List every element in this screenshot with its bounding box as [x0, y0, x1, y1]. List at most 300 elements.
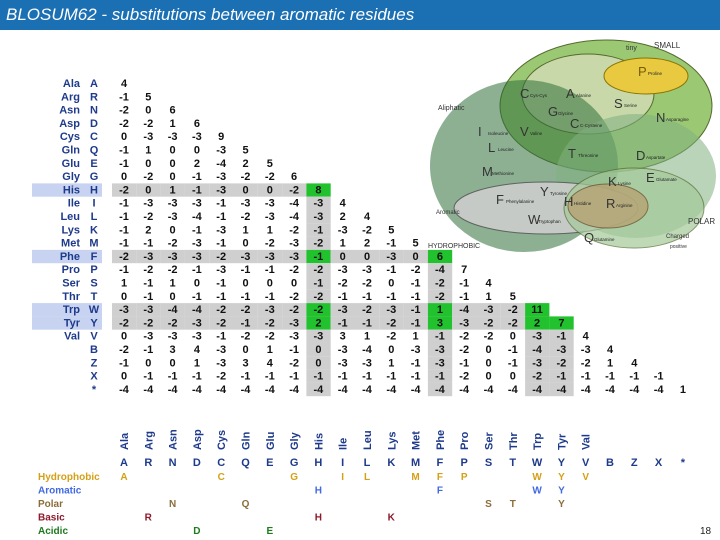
venn-residue-name: Tyrosine [550, 191, 568, 196]
property-residue: H [314, 485, 323, 497]
matrix-cell: -2 [386, 330, 397, 343]
matrix-cell: 2 [363, 237, 371, 250]
matrix-cell: -3 [167, 211, 178, 223]
matrix-cell: -1 [192, 264, 202, 277]
matrix-cell: 0 [145, 157, 152, 170]
matrix-cell: 6 [291, 171, 298, 184]
matrix-cell: 1 [242, 224, 249, 237]
property-residue: P [460, 472, 468, 483]
col-code: I [341, 457, 345, 469]
matrix-cell: -4 [313, 383, 324, 396]
property-residue: Y [558, 499, 565, 510]
venn-residue-letter: Y [540, 184, 549, 199]
row-name: Trp [62, 304, 80, 317]
venn-residue-name: Serine [624, 103, 638, 108]
venn-residue-name: Cys-Cys [530, 93, 547, 98]
matrix-cell: -3 [167, 197, 178, 210]
matrix-cell: -1 [289, 344, 299, 356]
amino-acid-venn-diagram [428, 36, 718, 262]
matrix-cell: 7 [558, 317, 565, 330]
row-code: S [90, 277, 98, 290]
matrix-cell: -3 [216, 264, 227, 277]
matrix-cell: -1 [410, 370, 421, 383]
row-code: F [90, 250, 98, 263]
matrix-cell: -3 [337, 224, 348, 237]
property-residue: F [436, 472, 443, 483]
row-code: * [91, 383, 97, 396]
matrix-cell: -1 [410, 357, 421, 370]
matrix-cell: -3 [337, 304, 348, 317]
matrix-cell: -2 [167, 237, 178, 250]
matrix-cell: -2 [289, 264, 299, 277]
venn-residue-name: Alanine [576, 93, 592, 98]
matrix-cell: 1 [436, 304, 443, 317]
col-code: X [654, 457, 663, 469]
row-code: K [90, 224, 98, 237]
row-name: Ile [67, 197, 80, 210]
matrix-cell: 0 [145, 184, 152, 197]
slide-title: BLOSUM62 - substitutions between aromatic residues [6, 5, 415, 24]
property-residue: F [436, 485, 443, 497]
venn-residue-name: Methionine [492, 171, 515, 176]
matrix-cell: 0 [315, 344, 322, 356]
venn-label-positive: positive [670, 244, 687, 250]
matrix-cell: -4 [459, 383, 470, 396]
matrix-cell: -3 [532, 357, 542, 370]
matrix-cell: -4 [629, 383, 640, 396]
property-residue: I [341, 472, 345, 483]
matrix-cell: -4 [532, 383, 542, 396]
row-code: A [90, 78, 98, 90]
row-code: L [90, 211, 98, 223]
matrix-cell: -2 [532, 370, 542, 383]
matrix-cell: -4 [532, 344, 542, 356]
matrix-cell: 4 [582, 330, 589, 343]
matrix-cell: 0 [242, 344, 249, 356]
venn-label-small: SMALL [654, 41, 681, 50]
matrix-cell: -1 [240, 370, 251, 383]
matrix-cell: 1 [266, 224, 273, 237]
matrix-cell: -2 [143, 264, 154, 277]
matrix-cell: -3 [313, 330, 324, 343]
matrix-cell: 0 [266, 277, 273, 290]
matrix-cell: -4 [386, 383, 397, 396]
matrix-cell: -2 [313, 304, 324, 317]
matrix-cell: -2 [143, 117, 154, 130]
matrix-cell: 0 [363, 250, 371, 263]
matrix-cell: -1 [192, 290, 202, 303]
matrix-cell: -4 [240, 383, 251, 396]
matrix-cell: 2 [534, 317, 541, 330]
matrix-cell: -2 [119, 250, 129, 263]
col-name: Thr [507, 432, 520, 450]
col-code: W [531, 457, 543, 469]
venn-residue-letter: C [520, 86, 530, 101]
matrix-cell: -1 [507, 357, 518, 370]
property-residue: K [387, 512, 395, 524]
matrix-cell: -1 [410, 304, 421, 317]
matrix-cell: 4 [363, 211, 371, 223]
matrix-cell: -3 [386, 304, 397, 317]
matrix-cell: 1 [606, 357, 614, 370]
matrix-cell: -4 [459, 304, 470, 317]
matrix-cell: 0 [169, 171, 176, 184]
row-name: Tyr [63, 317, 80, 330]
matrix-cell: -2 [216, 370, 227, 383]
matrix-cell: -2 [410, 264, 421, 277]
matrix-cell: 0 [242, 277, 249, 290]
matrix-cell: -4 [580, 383, 591, 396]
property-residue: R [144, 512, 152, 524]
matrix-cell: -1 [264, 264, 275, 277]
matrix-cell: -1 [143, 370, 154, 383]
matrix-cell: -2 [167, 317, 178, 330]
matrix-cell: -2 [119, 104, 129, 117]
matrix-cell: -4 [435, 383, 445, 396]
matrix-cell: -1 [410, 277, 421, 290]
matrix-cell: -1 [313, 224, 324, 237]
row-name: Val [64, 330, 80, 343]
matrix-cell: -4 [362, 344, 372, 356]
matrix-cell: -1 [362, 290, 372, 303]
matrix-cell: -1 [240, 317, 251, 330]
matrix-cell: -3 [167, 250, 178, 263]
matrix-cell: -1 [216, 330, 227, 343]
matrix-cell: -4 [435, 264, 445, 277]
venn-residue-name: Leucine [498, 147, 514, 152]
row-code: W [88, 304, 100, 317]
row-code: I [92, 197, 96, 210]
row-code: H [90, 184, 98, 197]
matrix-cell: -2 [386, 317, 397, 330]
venn-residue-letter: V [520, 124, 529, 139]
matrix-cell: -4 [337, 383, 348, 396]
matrix-cell: 0 [388, 344, 395, 356]
matrix-cell: -3 [167, 330, 178, 343]
col-name: Asn [167, 429, 180, 450]
col-name: His [313, 432, 326, 450]
matrix-cell: -1 [435, 370, 445, 383]
matrix-cell: -3 [459, 317, 470, 330]
matrix-cell: 0 [193, 277, 200, 290]
matrix-cell: 2 [145, 224, 152, 237]
row-name: Glu [61, 157, 80, 170]
matrix-cell: -1 [313, 277, 324, 290]
venn-residue-letter: A [566, 86, 575, 101]
matrix-cell: 0 [509, 370, 516, 383]
matrix-cell: -1 [605, 370, 615, 383]
matrix-cell: -1 [435, 330, 445, 343]
col-code: N [168, 457, 177, 469]
matrix-cell: -3 [337, 357, 348, 370]
row-code: P [90, 264, 98, 277]
matrix-cell: -3 [192, 250, 202, 263]
matrix-cell: 0 [315, 357, 322, 370]
matrix-cell: -1 [240, 264, 251, 277]
matrix-cell: 0 [169, 224, 176, 237]
matrix-cell: -4 [167, 304, 178, 317]
matrix-cell: -1 [119, 91, 129, 104]
matrix-cell: 4 [339, 197, 346, 210]
matrix-cell: 4 [631, 357, 638, 370]
venn-residue-name: Valine [530, 131, 543, 136]
matrix-cell: -1 [119, 357, 129, 370]
matrix-cell: -1 [216, 211, 227, 223]
matrix-cell: 0 [509, 330, 516, 343]
matrix-cell: -2 [143, 317, 154, 330]
matrix-cell: -1 [119, 237, 129, 250]
venn-residue-letter: I [478, 124, 482, 139]
matrix-cell: 0 [145, 357, 152, 370]
matrix-cell: -4 [362, 383, 372, 396]
row-name: His [62, 184, 80, 197]
matrix-cell: -2 [313, 264, 324, 277]
matrix-cell: 6 [193, 117, 200, 130]
matrix-cell: 0 [120, 171, 128, 184]
matrix-cell: -2 [119, 117, 129, 130]
matrix-cell: -2 [337, 277, 348, 290]
row-name: Arg [61, 91, 80, 104]
venn-residue-letter: G [548, 104, 559, 119]
matrix-cell: -3 [192, 317, 202, 330]
col-name: Trp [532, 432, 545, 450]
row-code: Q [89, 144, 99, 157]
matrix-cell: -2 [216, 250, 227, 263]
matrix-cell: -3 [216, 344, 227, 356]
matrix-cell: -1 [119, 144, 129, 157]
matrix-cell: -4 [216, 383, 227, 396]
row-code: N [90, 104, 98, 117]
col-code: C [217, 457, 226, 469]
matrix-cell: -3 [386, 250, 397, 263]
matrix-cell: -4 [289, 383, 299, 396]
matrix-cell: -1 [216, 237, 227, 250]
slide-number: 18 [700, 526, 712, 537]
row-name: Ser [62, 277, 80, 290]
venn-residue-name: Glutamate [656, 177, 677, 182]
matrix-cell: -2 [240, 304, 251, 317]
venn-residue-name: Tryptophan [538, 219, 561, 224]
matrix-cell: 1 [339, 237, 346, 250]
col-code: Z [630, 457, 638, 469]
matrix-cell: -1 [337, 290, 348, 303]
matrix-cell: 0 [339, 250, 346, 263]
matrix-cell: -4 [192, 383, 202, 396]
matrix-cell: 0 [485, 370, 492, 383]
matrix-cell: -1 [653, 370, 664, 383]
matrix-cell: -1 [216, 277, 227, 290]
matrix-cell: -3 [143, 250, 154, 263]
matrix-cell: -3 [240, 197, 251, 210]
row-code: C [90, 131, 98, 144]
matrix-cell: -1 [337, 370, 348, 383]
matrix-cell: 5 [242, 144, 249, 157]
col-code: K [387, 457, 396, 469]
matrix-cell: -2 [483, 317, 494, 330]
matrix-cell: 0 [169, 290, 176, 303]
matrix-cell: -4 [289, 197, 299, 210]
matrix-cell: 3 [169, 344, 176, 356]
matrix-cell: 6 [169, 104, 176, 117]
matrix-cell: -4 [143, 383, 154, 396]
col-code: L [363, 457, 371, 469]
matrix-cell: 0 [120, 370, 128, 383]
row-code: D [90, 117, 98, 130]
matrix-cell: -3 [337, 344, 348, 356]
matrix-cell: -3 [216, 184, 227, 197]
venn-residue-name: Arginine [616, 203, 633, 208]
col-name: Cys [216, 429, 229, 450]
matrix-cell: 0 [485, 357, 492, 370]
property-label: Hydrophobic [38, 472, 100, 483]
matrix-cell: -2 [507, 317, 518, 330]
row-code: X [90, 370, 98, 383]
property-residue: E [266, 526, 274, 537]
matrix-cell: -1 [580, 370, 591, 383]
matrix-cell: -1 [410, 290, 421, 303]
row-code: B [90, 344, 98, 356]
matrix-cell: -4 [119, 383, 129, 396]
row-code: Z [90, 357, 98, 370]
matrix-cell: -3 [435, 357, 445, 370]
col-name: Glu [264, 431, 277, 450]
property-residue: G [290, 472, 298, 483]
property-residue: H [314, 512, 323, 524]
property-residue: Y [558, 485, 565, 497]
matrix-cell: -2 [119, 317, 129, 330]
matrix-cell: 1 [193, 357, 200, 370]
property-label: Polar [38, 499, 64, 510]
matrix-cell: -4 [605, 383, 615, 396]
matrix-cell: -1 [313, 250, 324, 263]
property-label: Acidic [38, 526, 69, 537]
matrix-cell: 1 [169, 277, 176, 290]
property-residue: S [485, 499, 492, 510]
col-code: F [436, 457, 444, 469]
venn-residue-letter: S [614, 96, 623, 111]
matrix-cell: 0 [412, 250, 419, 263]
property-residue: T [509, 499, 516, 510]
matrix-cell: -1 [386, 264, 397, 277]
matrix-cell: -2 [435, 277, 445, 290]
matrix-cell: 5 [412, 237, 419, 250]
matrix-cell: -1 [459, 290, 470, 303]
matrix-cell: -1 [410, 317, 421, 330]
matrix-cell: -2 [289, 290, 299, 303]
venn-residue-letter: K [608, 174, 617, 189]
matrix-cell: -3 [556, 344, 567, 356]
venn-residue-name: Histidine [574, 201, 592, 206]
matrix-cell: -4 [653, 383, 664, 396]
matrix-cell: -1 [143, 344, 154, 356]
matrix-cell: -2 [289, 224, 299, 237]
row-name: Gly [62, 171, 80, 184]
matrix-cell: -2 [556, 357, 567, 370]
col-name: Met [410, 431, 423, 450]
venn-label-aromatic: Aromatic [436, 210, 460, 216]
matrix-cell: 1 [120, 277, 128, 290]
matrix-cell: -1 [192, 171, 202, 184]
property-label: Aromatic [38, 485, 82, 497]
matrix-cell: -3 [216, 224, 227, 237]
matrix-cell: -3 [143, 197, 154, 210]
col-code: A [120, 457, 128, 469]
row-name: Cys [59, 131, 80, 144]
matrix-cell: -2 [264, 171, 275, 184]
matrix-cell: -1 [119, 197, 129, 210]
col-code: P [460, 457, 468, 469]
col-name: Arg [143, 431, 156, 450]
matrix-cell: 1 [388, 357, 395, 370]
matrix-cell: -1 [386, 290, 397, 303]
matrix-cell: -2 [362, 277, 372, 290]
venn-residue-letter: R [606, 196, 616, 211]
venn-residue-letter: C [570, 116, 580, 131]
matrix-cell: -2 [240, 211, 251, 223]
matrix-cell: -3 [337, 264, 348, 277]
matrix-cell: -2 [167, 264, 178, 277]
matrix-cell: -4 [216, 157, 227, 170]
matrix-cell: -2 [216, 304, 227, 317]
venn-residue-letter: Q [584, 230, 595, 245]
col-code: Y [557, 457, 566, 469]
venn-residue-name: Threonine [578, 153, 599, 158]
matrix-cell: 0 [242, 184, 249, 197]
venn-residue-name: Glutamine [594, 237, 615, 242]
col-code: D [192, 457, 201, 469]
matrix-cell: 1 [169, 117, 176, 130]
matrix-cell: 1 [145, 144, 152, 157]
venn-residue-letter: L [488, 140, 496, 155]
matrix-cell: -3 [143, 330, 154, 343]
matrix-cell: -2 [264, 237, 275, 250]
row-code: M [89, 237, 99, 250]
matrix-cell: -1 [119, 157, 129, 170]
row-name: Ala [62, 78, 80, 90]
matrix-cell: -2 [240, 171, 251, 184]
row-code: R [90, 91, 98, 104]
matrix-cell: -3 [216, 357, 227, 370]
matrix-cell: -1 [167, 370, 178, 383]
matrix-cell: -1 [313, 370, 324, 383]
venn-residue-name: Phenylalanine [506, 199, 535, 204]
matrix-cell: -1 [362, 317, 372, 330]
matrix-cell: -1 [192, 184, 202, 197]
matrix-cell: -3 [167, 131, 178, 144]
matrix-cell: 4 [485, 277, 492, 290]
col-name: Asp [191, 429, 204, 450]
matrix-cell: 0 [169, 157, 176, 170]
matrix-cell: -2 [289, 184, 299, 197]
matrix-cell: -2 [119, 344, 129, 356]
matrix-cell: -2 [264, 317, 275, 330]
col-code: R [144, 457, 153, 469]
matrix-cell: -3 [483, 304, 494, 317]
matrix-cell: -2 [313, 237, 324, 250]
venn-residue-letter: T [568, 146, 576, 161]
matrix-cell: 0 [120, 131, 128, 144]
matrix-cell: -3 [435, 344, 445, 356]
matrix-cell: -4 [410, 383, 421, 396]
venn-residue-letter: N [656, 110, 666, 125]
matrix-cell: -2 [313, 290, 324, 303]
matrix-cell: 1 [485, 290, 492, 303]
matrix-cell: -1 [216, 290, 227, 303]
row-code: T [90, 290, 98, 303]
matrix-cell: 1 [679, 383, 686, 396]
matrix-cell: -1 [556, 330, 567, 343]
row-name: Asp [59, 117, 80, 130]
